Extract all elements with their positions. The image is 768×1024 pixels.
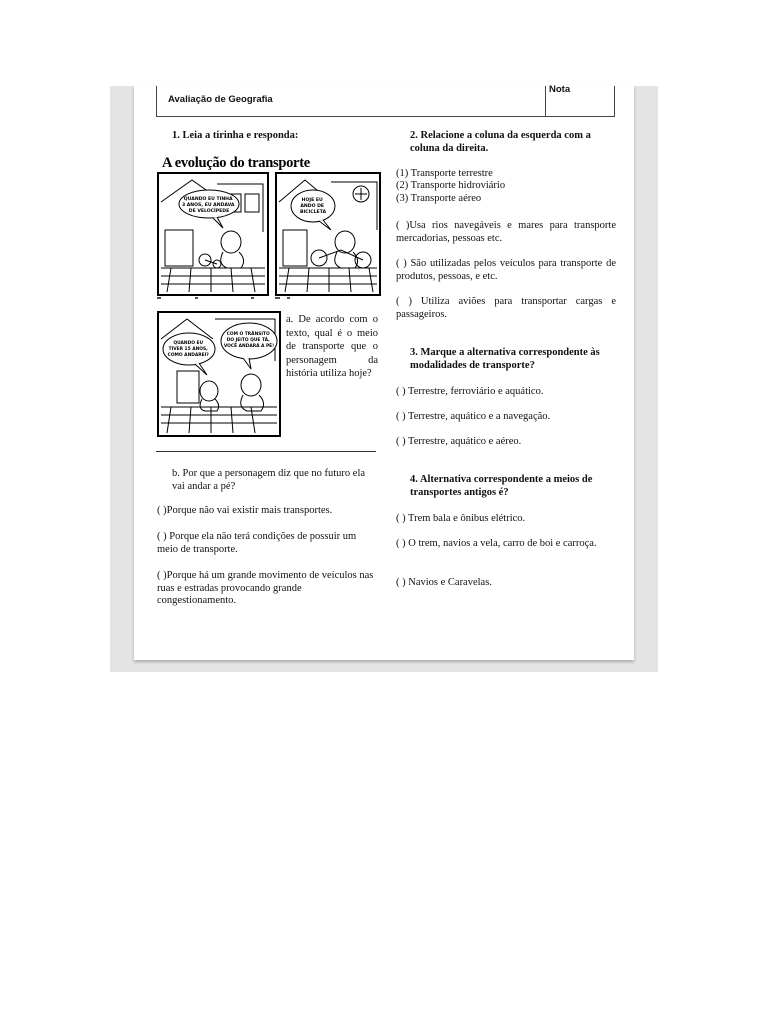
q2-left-item-3: (3) Transporte aéreo: [396, 193, 482, 204]
q3-heading: 3. Marque a alternativa correspondente às modalidades de transporte?: [410, 347, 600, 371]
q1-question-a: a. De acordo com o texto, qual é o meio de transporte que o personagem da história utiliza hoje?: [286, 314, 378, 380]
q1-option-2[interactable]: ( ) Porque ela não terá condições de possuir um meio de transporte.: [157, 531, 357, 555]
q3-option-3[interactable]: ( ) Terrestre, aquático e aéreo.: [396, 436, 522, 447]
answer-line[interactable]: [156, 451, 376, 452]
panel-3-left-text-1: QUANDO EU: [173, 341, 204, 346]
q2-heading: 2. Relacione a coluna da esquerda com a coluna da direita.: [410, 130, 591, 154]
svg-text:QUANDO EU TINHA 3 ANOS, EU: [182, 196, 236, 214]
q1-heading: 1. Leia a tirinha e responda:: [172, 130, 299, 141]
panel-1-text-2: 3 ANOS, EU ANDAVA: [181, 203, 235, 208]
q1-option-1[interactable]: ( )Porque não vai existir mais transportes.: [157, 505, 333, 516]
panel-3-right-text-3: VOCÊ ANDARÁ A PÉ!: [223, 344, 275, 349]
q2-right-item-3[interactable]: ( ) Utiliza aviões para transportar cargas e passageiros.: [396, 296, 616, 320]
comic-panel-2: [275, 172, 381, 296]
panel-3-left-text-3: COMO ANDAREI?: [167, 353, 209, 358]
header-divider: [545, 86, 546, 117]
q2-left-item-1: (1) Transporte terrestre: [396, 168, 493, 179]
panel-3-right-text-2: DO JEITO QUE TÁ,: [226, 338, 270, 343]
panel-3-left-text-2: TIVER 15 ANOS,: [168, 347, 208, 352]
comic-panel-1: [157, 172, 269, 296]
panel-2-text-2: ANDO DE: [300, 204, 325, 209]
q1-option-3[interactable]: ( )Porque há um grande movimento de veículos nas ruas e estradas provocando grande congestionamento.: [157, 570, 374, 606]
q4-option-2[interactable]: ( ) O trem, navios a vela, carro de boi e carroça.: [396, 538, 597, 549]
cropped-caption-fragments: [155, 296, 295, 300]
q3-option-2[interactable]: ( ) Terrestre, aquático e a navegação.: [396, 411, 551, 422]
exam-title: Avaliação de Geografia: [168, 94, 273, 105]
q3-option-1[interactable]: ( ) Terrestre, ferroviário e aquático.: [396, 386, 544, 397]
q2-left-item-2: (2) Transporte hidroviário: [396, 180, 506, 191]
comic-panel-3: [157, 311, 281, 439]
panel-1-text-3: DE VELOCÍPEDE: [188, 209, 230, 214]
q4-option-3[interactable]: ( ) Navios e Caravelas.: [396, 577, 492, 588]
panel-2-text-3: BICICLETA: [299, 210, 327, 215]
panel-2-text-1: HOJE EU: [301, 198, 323, 203]
panel-3-right-text-1: COM O TRÂNSITO: [226, 332, 270, 337]
q1-question-b: b. Por que a personagem diz que no futuro ela vai andar a pé?: [172, 468, 366, 492]
panel-1-text-1: QUANDO EU TINHA: [183, 197, 233, 202]
q2-right-item-1[interactable]: ( )Usa rios navegáveis e mares para transporte mercadorias, pessoas etc.: [396, 220, 616, 244]
svg-text:HOJE EU ANDO DE BICICL: [300, 197, 327, 215]
q2-right-item-2[interactable]: ( ) São utilizadas pelos veículos para transporte de produtos, pessoas, e etc.: [396, 258, 616, 282]
q4-option-1[interactable]: ( ) Trem bala e ônibus elétrico.: [396, 513, 526, 524]
grade-label: Nota: [549, 84, 571, 95]
q4-heading: 4. Alternativa correspondente a meios de transportes antigos é?: [410, 474, 593, 498]
comic-title: A evolução do transporte: [162, 155, 310, 171]
